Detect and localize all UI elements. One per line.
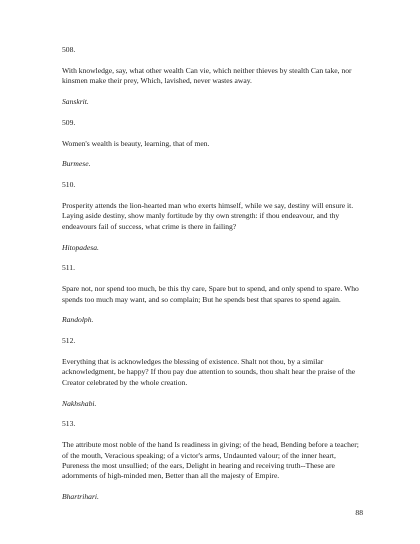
entry-text: Women's wealth is beauty, learning, that of men. xyxy=(62,138,210,148)
entry-number: 511. xyxy=(62,263,76,273)
entry-513 xyxy=(62,419,362,502)
entry-source: Bhartrihari. xyxy=(62,492,99,502)
entry-source: Randolph. xyxy=(62,315,94,325)
entry-text: Everything that is acknowledges the blessing of existence. Shalt not thou, by a similar acknowledgment, be happy? If thou pay due attention to sounds, thou shalt hear the praise of the Creator celebrated by the whole creation. xyxy=(62,356,356,387)
entry-text: With knowledge, say, what other wealth Can vie, which neither thieves by stealth Can take, nor kinsmen make their prey, Which, lavished, never wastes away. xyxy=(62,65,352,86)
entry-source: Sanskrit. xyxy=(62,97,89,106)
entry-text: Spare not, nor spend too much, be this thy care, Spare but to spend, and only spend to spare. Who spends too much may want, and so complain; But he spends best that spares to spend again. xyxy=(62,284,359,304)
entry-source: Nakhshabi. xyxy=(62,398,97,408)
entry-number: 513. xyxy=(62,419,76,429)
entry-508 xyxy=(62,45,362,107)
page-content xyxy=(62,45,362,513)
entry-512 xyxy=(62,336,362,409)
entry-source: Hitopadesa. xyxy=(62,242,99,252)
entry-number: 509. xyxy=(62,117,76,127)
entry-text: Prosperity attends the lion-hearted man who exerts himself, while we say, destiny will ensure it. Laying aside destiny, show manly fortitude by thy own strength: if thou endeavour, and thy endeavours fail of success, what crime is there in failing? xyxy=(62,200,354,231)
entry-number: 510. xyxy=(62,180,76,190)
page-number: 88 xyxy=(355,508,363,517)
entry-source: Burmese. xyxy=(62,159,91,169)
entry-text: The attribute most noble of the hand Is readiness in giving; of the head, Bending before a teacher; of the mouth, Veracious speaking; of a victor's arms, Undaunted valour; of the inner heart, Pureness the most unsullied; of the ears, Delight in hearing and receiving truth--These are adornments of high-minded men, Better than all the majesty of Empire. xyxy=(62,440,359,481)
entry-number: 508. xyxy=(62,45,76,54)
entry-509 xyxy=(62,118,362,170)
entry-511 xyxy=(62,263,362,325)
entry-510 xyxy=(62,180,362,253)
entry-number: 512. xyxy=(62,336,76,346)
